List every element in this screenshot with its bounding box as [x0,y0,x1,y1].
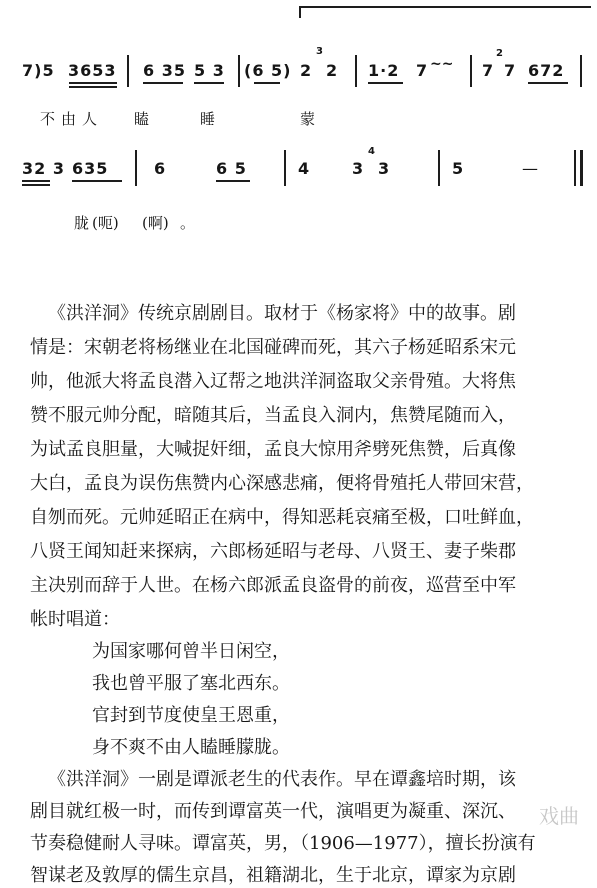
barline [238,55,240,87]
note-group: 5 3 [194,61,225,80]
note: 7 [482,61,495,80]
text-line: 帐时唱道： [30,609,120,630]
grace-note: 4 [368,146,375,157]
note-group: 6 5 [216,159,247,178]
lyric: 。 [180,214,196,232]
text-line: 主决别而辞于人世。在杨六郎派孟良盗骨的前夜，巡营至中军 [30,575,516,596]
text-line: 《洪洋洞》一剧是谭派老生的代表作。早在谭鑫培时期，该 [48,769,516,790]
note-group: 1·2 [368,61,400,80]
text-line: 剧目就红极一时，而传到谭富英一代，演唱更为凝重、深沉、 [30,801,516,822]
bracket-tick [299,6,301,18]
lyric: 瞌 [134,110,150,128]
note: 2 [326,61,339,80]
beam [368,82,403,84]
beam [69,86,117,88]
poem-line: 为国家哪何曾半日闲空， [92,641,290,662]
beam [528,82,568,84]
lyric: 不由人 [40,110,104,128]
note-group: (6 5) [244,61,292,80]
lyric: 蒙 [300,110,316,128]
barline [355,55,357,87]
barline [135,150,137,186]
beam [216,180,250,182]
grace-note: 3 [316,46,323,57]
barline [438,150,440,186]
beam [72,180,122,182]
lyric: (呃) [92,214,119,232]
beam [69,82,117,84]
lyric: (啊) [142,214,169,232]
note: 3 [378,159,391,178]
note: 4 [298,159,311,178]
poem-line: 官封到节度使皇王恩重， [92,705,290,726]
text-line: 大白，孟良为误伤焦赞内心深感悲痛，便将骨殖托人带回宋营， [30,473,534,494]
note: 7 [416,61,429,80]
text-line: 智谋老及敦厚的儒生京昌，祖籍湖北，生于北京，谭家为京剧 [30,865,516,886]
grace-note: 2 [496,48,503,59]
final-barline-thick [580,150,583,186]
barline [580,55,582,87]
beam [194,82,224,84]
barline [284,150,286,186]
note: 6 [154,159,167,178]
text-line: 自刎而死。元帅延昭正在病中，得知恶耗哀痛至极，口吐鲜血， [30,507,534,528]
watermark: 戏曲 [539,804,579,828]
text-line: 节奏稳健耐人寻味。谭富英，男，（1906—1977），擅长扮演有 [30,833,536,854]
note-group: 672 [528,61,565,80]
beam [254,82,280,84]
text-line: 为试孟良胆量，大喊捉奸细，孟良大惊用斧劈死焦赞，后真像 [30,439,516,460]
barline [127,55,129,87]
poem-line: 身不爽不由人瞌睡朦胧。 [92,737,290,758]
ornament: ~~ [430,56,454,72]
text-line: 八贤王闻知赶来探病，六郎杨延昭与老母、八贤王、妻子柴郡 [30,541,516,562]
note-group: 6 35 [143,61,186,80]
dash: — [522,159,539,178]
note: 7 [504,61,517,80]
final-barline-thin [574,150,576,186]
note-group: 635 [72,159,109,178]
note-group: 3653 [68,61,117,80]
slur-line [299,6,591,8]
text-line: 情是：宋朝老将杨继业在北国碰碑而死，其六子杨延昭系宋元 [30,337,516,358]
text-line: 帅，他派大将孟良潜入辽帮之地洪洋洞盗取父亲骨殖。大将焦 [30,371,516,392]
text-line: 赞不服元帅分配，暗随其后，当孟良入洞内，焦赞尾随而入， [30,405,516,426]
barline [470,55,472,87]
note: 2 [300,61,313,80]
note-group: 32 3 [22,159,65,178]
beam [22,180,50,182]
text-line: 《洪洋洞》传统京剧剧目。取材于《杨家将》中的故事。剧 [48,303,516,324]
note: 3 [352,159,365,178]
note-group: 7)5 [22,61,55,80]
beam [143,82,183,84]
lyric: 胧 [74,214,90,232]
note: 5 [452,159,465,178]
poem-line: 我也曾平服了塞北西东。 [92,673,290,694]
lyric: 睡 [200,110,216,128]
beam [22,184,50,186]
